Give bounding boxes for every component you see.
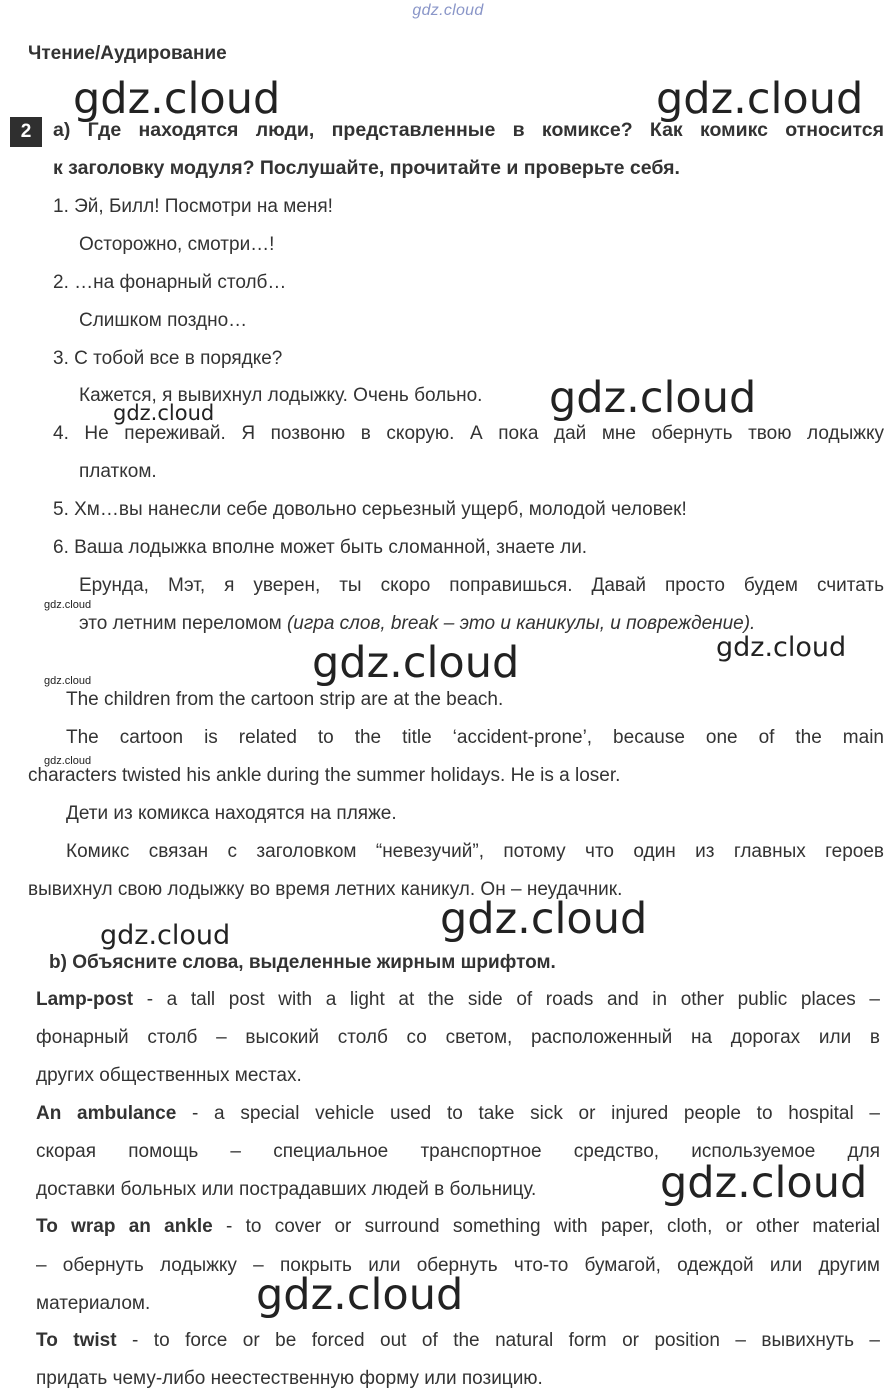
definition-line xyxy=(36,989,880,1011)
definition-text: - a tall post with a light at the side of roads and in other public places – xyxy=(133,989,880,1010)
question-a-line2: к заголовку модуля? Послушайте, прочитайте и проверьте себя. xyxy=(53,157,680,179)
definition-line: других общественных местах. xyxy=(36,1065,302,1086)
answer-line: Дети из комикса находятся на пляже. xyxy=(66,803,397,824)
dialogue-line: 2. …на фонарный столб… xyxy=(53,272,287,293)
definition-line xyxy=(36,1216,880,1238)
watermark: gdz.cloud xyxy=(312,638,520,688)
answer-line: вывихнул свою лодыжку во время летних каникул. Он – неудачник. xyxy=(28,879,623,900)
dialogue-line: Ерунда, Мэт, я уверен, ты скоро поправишься. Давай просто будем считать xyxy=(79,575,884,596)
pun-note: (игра слов, break – это и каникулы, и повреждение). xyxy=(286,613,756,634)
term: To twist xyxy=(36,1330,117,1351)
term: An ambulance xyxy=(36,1103,177,1124)
answer-line: The children from the cartoon strip are at the beach. xyxy=(66,689,504,710)
definition-text: - a special vehicle used to take sick or injured people to hospital – xyxy=(176,1103,880,1124)
dialogue-line: Осторожно, смотри…! xyxy=(79,234,275,255)
dialogue-line: 3. С тобой все в порядке? xyxy=(53,348,283,369)
watermark: gdz.cloud xyxy=(44,755,92,767)
dialogue-line: 6. Ваша лодыжка вполне может быть сломанной, знаете ли. xyxy=(53,537,588,558)
definition-line xyxy=(36,1330,880,1352)
watermark: gdz.cloud xyxy=(73,74,281,124)
watermark: gdz.cloud xyxy=(660,1158,868,1208)
definition-line: скорая помощь – специальное транспортное средство, используемое для xyxy=(36,1141,880,1162)
dialogue-line: Слишком поздно… xyxy=(79,310,248,331)
dialogue-line: платком. xyxy=(79,461,157,482)
answer-line: The cartoon is related to the title ‘accident-prone’, because one of the main xyxy=(66,727,884,748)
watermark: gdz.cloud xyxy=(256,1270,464,1320)
watermark: gdz.cloud xyxy=(656,74,864,124)
dialogue-line: 4. Не переживай. Я позвоню в скорую. А пока дай мне обернуть твою лодыжку xyxy=(53,423,884,444)
term: Lamp-post xyxy=(36,989,134,1010)
question-a-line1: a) Где находятся люди, представленные в комиксе? Как комикс относится xyxy=(53,119,884,141)
dialogue-line: 5. Хм…вы нанесли себе довольно серьезный ущерб, молодой человек! xyxy=(53,499,687,520)
exercise-number-badge: 2 xyxy=(10,117,42,147)
dialogue-text: это летним переломом xyxy=(79,613,282,634)
dialogue-line-last xyxy=(79,613,755,635)
watermark: gdz.cloud xyxy=(100,920,231,951)
definition-line: материалом. xyxy=(36,1293,151,1314)
watermark: gdz.cloud xyxy=(113,401,215,425)
question-b: b) Объясните слова, выделенные жирным шрифтом. xyxy=(49,952,556,973)
definition-text: - to force or be forced out of the natural form or position – вывихнуть – xyxy=(116,1330,880,1351)
watermark: gdz.cloud xyxy=(440,894,648,944)
definition-line: доставки больных или пострадавших людей в больницу. xyxy=(36,1179,537,1200)
dialogue-line: 1. Эй, Билл! Посмотри на меня! xyxy=(53,196,333,217)
definition-text: - to cover or surround something with paper, cloth, or other material xyxy=(212,1216,880,1237)
watermark: gdz.cloud xyxy=(549,373,757,423)
watermark: gdz.cloud xyxy=(716,632,847,663)
top-watermark: gdz.cloud xyxy=(412,2,484,19)
answer-line: Комикс связан с заголовком “невезучий”, потому что один из главных героев xyxy=(66,841,884,862)
term: To wrap an ankle xyxy=(36,1216,213,1237)
answer-line: characters twisted his ankle during the summer holidays. He is a loser. xyxy=(28,765,621,786)
definition-line: – обернуть лодыжку – покрыть или обернуть что-то бумагой, одеждой или другим xyxy=(36,1255,880,1276)
definition-line xyxy=(36,1103,880,1125)
dialogue-line: Кажется, я вывихнул лодыжку. Очень больно. xyxy=(79,385,483,406)
watermark: gdz.cloud xyxy=(44,675,92,687)
definition-line: придать чему-либо неестественную форму или позицию. xyxy=(36,1368,543,1389)
definition-line: фонарный столб – высокий столб со светом, расположенный на дорогах или в xyxy=(36,1027,880,1048)
section-title: Чтение/Аудирование xyxy=(28,43,227,64)
watermark: gdz.cloud xyxy=(44,599,92,611)
